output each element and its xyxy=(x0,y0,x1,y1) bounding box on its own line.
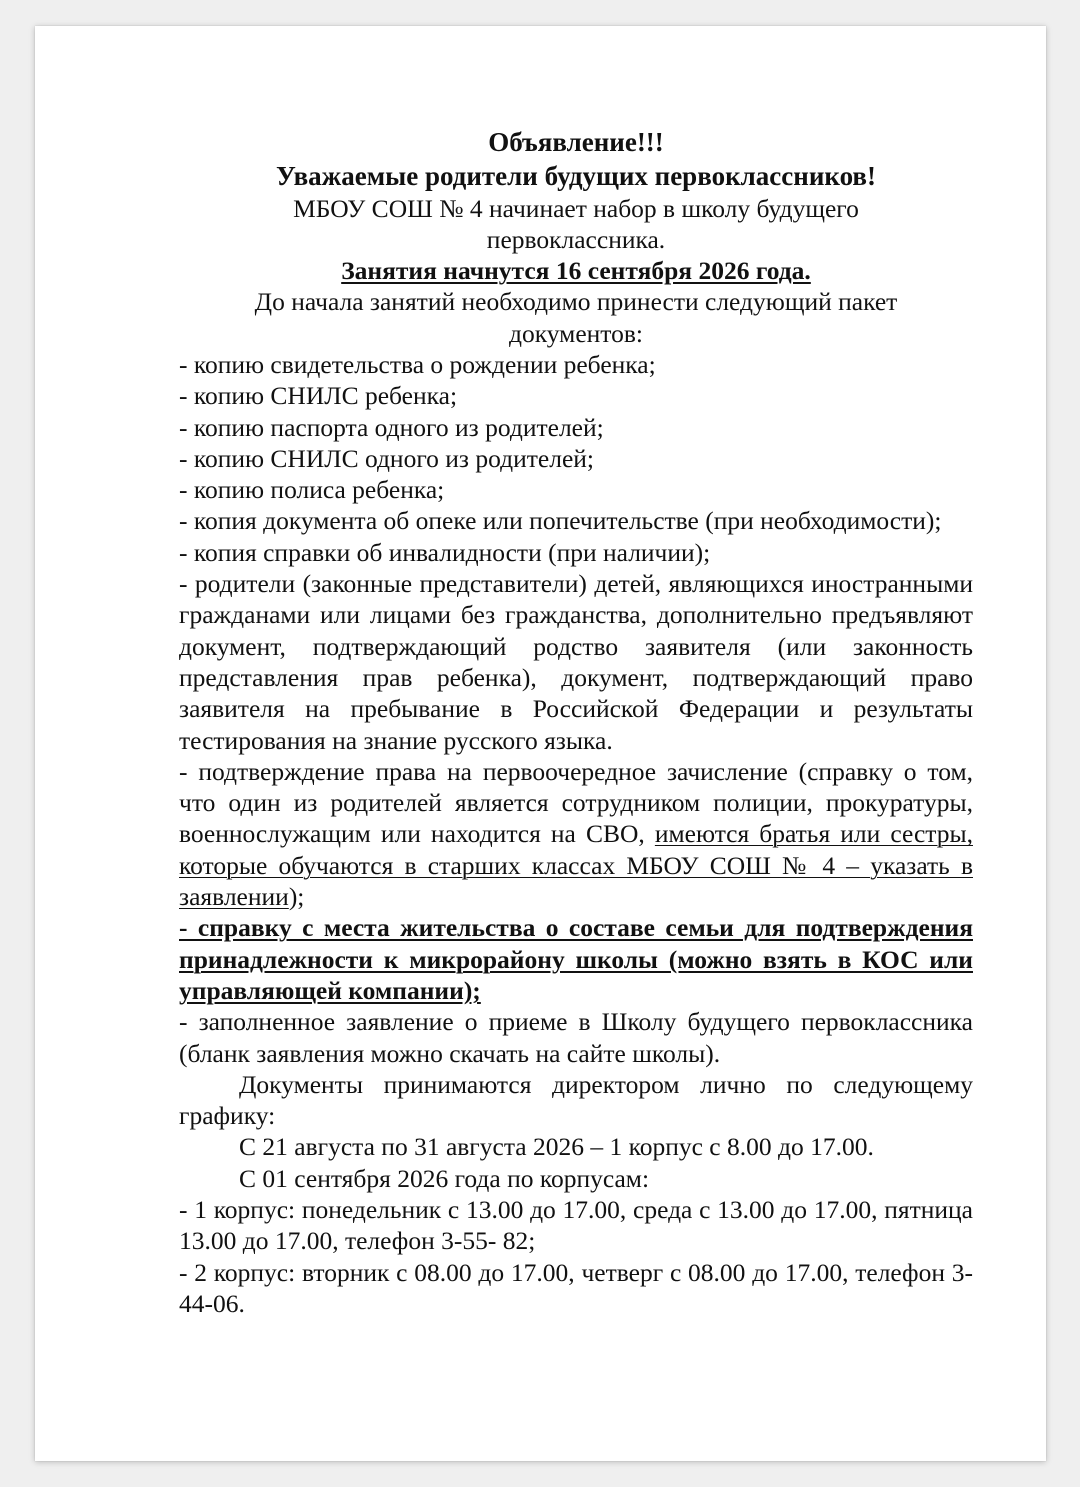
application-item: - заполненное заявление о приеме в Школу будущего первоклассника (бланк заявления можно скачать на сайте школы). xyxy=(179,1007,973,1068)
document-page xyxy=(35,26,1046,1461)
residence-certificate-item: - справку с места жительства о составе семьи для подтверждения принадлежности к микрорайону школы (можно взять в КОС или управляющей компании); xyxy=(179,913,973,1005)
documents-intro: До начала занятий необходимо принести следующий пакет документов: xyxy=(254,287,898,348)
announcement-title: Объявление!!! xyxy=(488,127,664,157)
schedule-period-2: С 01 сентября 2026 года по корпусам: xyxy=(239,1163,650,1193)
start-date-notice: Занятия начнутся 16 сентября 2026 года. xyxy=(341,256,811,286)
document-item: - копию СНИЛС одного из родителей; xyxy=(179,443,594,473)
document-item: - копию паспорта одного из родителей; xyxy=(179,412,604,442)
document-item: - копия документа об опеке или попечительстве (при необходимости); xyxy=(179,506,942,536)
document-item: - копию полиса ребенка; xyxy=(179,475,445,505)
document-item: - копию СНИЛС ребенка; xyxy=(179,381,458,411)
announcement-intro: МБОУ СОШ № 4 начинает набор в школу будущего первоклассника. xyxy=(293,193,859,254)
priority-underlined-text: имеются братья или сестры, которые обучаются в старших классах МБОУ СОШ № 4 – указать в заявлении xyxy=(179,819,973,912)
announcement-subtitle: Уважаемые родители будущих первоклассников! xyxy=(276,160,876,191)
schedule-building-1: - 1 корпус: понедельник с 13.00 до 17.00, среда с 13.00 до 17.00, пятница 13.00 до 17.00, телефон 3-55- 82; xyxy=(179,1195,973,1256)
document-item: - копия справки об инвалидности (при наличии); xyxy=(179,537,711,567)
priority-item xyxy=(179,756,973,912)
document-item: - родители (законные представители) детей, являющихся иностранными гражданами или лицами без гражданства, дополнительно предъявляют документ, подтверждающий родство заявителя (или законность представления прав ребенка), документ, подтверждающий право заявителя на пребывание в Российской Федерации и результаты тестирования на знание русского языка. xyxy=(179,569,973,755)
document-item: - копию свидетельства о рождении ребенка; xyxy=(179,349,656,379)
schedule-period-1: С 21 августа по 31 августа 2026 – 1 корпус с 8.00 до 17.00. xyxy=(239,1132,874,1162)
priority-text: - подтверждение права на первоочередное зачисление (справку о том, что один из родителей является сотрудником полиции, прокуратуры, военнослужащим или находится на СВО, xyxy=(179,756,973,849)
priority-text-end: ); xyxy=(288,882,305,912)
schedule-building-2: - 2 корпус: вторник с 08.00 до 17.00, четверг с 08.00 до 17.00, телефон 3-44-06. xyxy=(179,1257,973,1318)
document-body xyxy=(179,126,973,1319)
schedule-intro: Документы принимаются директором лично по следующему графику: xyxy=(179,1069,973,1131)
